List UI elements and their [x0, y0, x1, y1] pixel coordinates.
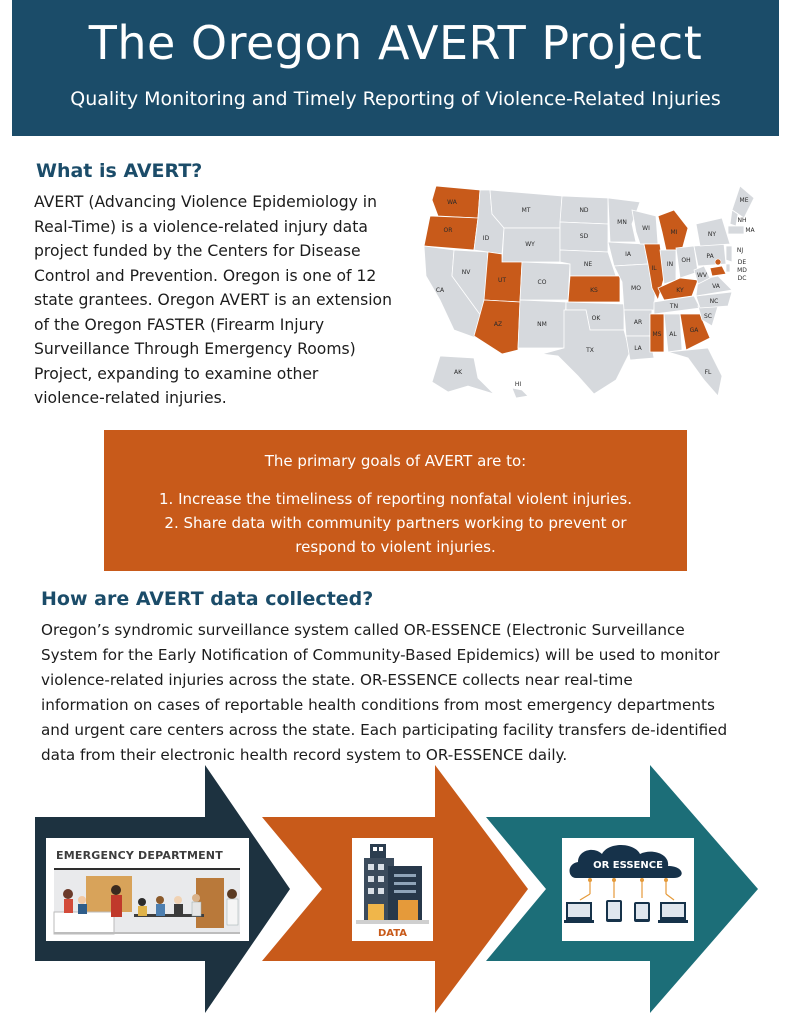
paragraph-line: and urgent care centers across the state. Each participating facility transfers de-identified: [41, 721, 728, 739]
what-is-avert-paragraph: [34, 190, 409, 411]
emergency-department-card: [46, 838, 249, 941]
or-essence-label: OR ESSENCE: [593, 860, 663, 871]
state-md: [710, 266, 726, 276]
svg-text:NC: NC: [709, 298, 719, 305]
svg-text:MN: MN: [617, 219, 627, 226]
svg-text:AZ: AZ: [493, 321, 503, 328]
page-title: The Oregon AVERT Project: [88, 16, 703, 70]
svg-text:ID: ID: [482, 235, 490, 242]
state-nj: [726, 246, 732, 262]
svg-text:KS: KS: [590, 287, 598, 294]
paragraph-line: Project, expanding to examine other: [34, 364, 319, 383]
goal-item: 2. Share data with community partners working to prevent or: [164, 514, 627, 532]
svg-text:MO: MO: [631, 285, 641, 292]
how-collected-heading: How are AVERT data collected?: [41, 588, 374, 610]
state-ak: [432, 356, 494, 394]
svg-text:WV: WV: [696, 272, 708, 279]
paragraph-line: state grantees. Oregon AVERT is an extension: [34, 291, 392, 309]
svg-text:TN: TN: [669, 303, 679, 310]
state-hi: [512, 388, 528, 398]
svg-text:PA: PA: [706, 253, 714, 260]
state-de: [726, 264, 730, 272]
cloud-devices-icon: [562, 838, 694, 941]
or-essence-card: [562, 838, 694, 941]
svg-text:OH: OH: [681, 257, 691, 264]
svg-text:AK: AK: [453, 369, 463, 376]
svg-text:WI: WI: [642, 225, 650, 232]
paragraph-line: information on cases of reportable health conditions from most emergency departments: [41, 696, 715, 714]
goals-list: [104, 487, 687, 559]
what-is-avert-heading: What is AVERT?: [36, 160, 203, 182]
svg-text:CO: CO: [537, 279, 547, 286]
svg-text:UT: UT: [497, 277, 507, 284]
data-card: [352, 838, 433, 941]
svg-text:DC: DC: [737, 275, 747, 282]
page-subtitle: Quality Monitoring and Timely Reporting of Violence-Related Injuries: [70, 88, 721, 110]
how-collected-paragraph: [41, 618, 763, 768]
svg-text:GA: GA: [689, 327, 699, 334]
emergency-department-label: EMERGENCY DEPARTMENT: [56, 849, 223, 862]
svg-text:NY: NY: [707, 231, 717, 238]
svg-text:ME: ME: [739, 197, 749, 204]
svg-text:NV: NV: [461, 269, 471, 276]
svg-text:FL: FL: [704, 369, 712, 376]
svg-text:SD: SD: [579, 233, 589, 240]
data-label: DATA: [377, 928, 408, 939]
paragraph-line: System for the Early Notification of Community-Based Epidemics) will be used to monitor: [41, 646, 720, 664]
svg-text:OR: OR: [443, 227, 453, 234]
paragraph-line: violence-related injuries across the state. OR-ESSENCE collects near real-time: [41, 671, 633, 689]
svg-text:LA: LA: [634, 345, 642, 352]
svg-text:AL: AL: [669, 331, 677, 338]
paragraph-line: project funded by the Centers for Disease: [34, 242, 361, 260]
state-fl: [668, 348, 722, 396]
us-grantee-map: [418, 180, 761, 400]
svg-text:VA: VA: [712, 283, 720, 290]
svg-text:NM: NM: [537, 321, 547, 328]
paragraph-line: AVERT (Advancing Violence Epidemiology in: [34, 193, 378, 211]
svg-text:AR: AR: [633, 319, 643, 326]
svg-text:IA: IA: [625, 251, 631, 258]
svg-text:KY: KY: [676, 287, 684, 294]
svg-text:DE: DE: [737, 259, 747, 266]
svg-text:NH: NH: [737, 217, 747, 224]
paragraph-line: Control and Prevention. Oregon is one of 12: [34, 266, 377, 285]
svg-text:NE: NE: [583, 261, 593, 268]
svg-text:SC: SC: [704, 313, 712, 320]
svg-text:IN: IN: [666, 261, 674, 268]
paragraph-line: of the Oregon FASTER (Firearm Injury: [34, 315, 325, 334]
svg-text:MI: MI: [670, 229, 678, 236]
paragraph-line: data from their electronic health record system to OR-ESSENCE daily.: [41, 746, 568, 764]
svg-text:NJ: NJ: [736, 247, 744, 254]
header-banner: [12, 0, 779, 136]
svg-text:MD: MD: [737, 267, 747, 274]
svg-text:MT: MT: [521, 207, 531, 214]
waiting-room-illustration: [46, 838, 249, 941]
svg-text:CA: CA: [435, 287, 445, 294]
dc-marker: [715, 259, 721, 265]
goals-box: [104, 430, 687, 571]
svg-text:IL: IL: [651, 265, 657, 272]
building-icon: [352, 838, 433, 941]
svg-text:MA: MA: [745, 227, 755, 234]
goals-intro: The primary goals of AVERT are to:: [264, 452, 527, 470]
svg-text:OK: OK: [591, 315, 601, 322]
svg-text:WY: WY: [525, 241, 535, 248]
goal-item: 1. Increase the timeliness of reporting nonfatal violent injuries.: [158, 490, 632, 508]
svg-text:TX: TX: [586, 347, 594, 354]
svg-text:ND: ND: [579, 207, 589, 214]
svg-text:WA: WA: [447, 199, 457, 206]
svg-text:MS: MS: [652, 331, 662, 338]
state-ma: [728, 226, 744, 234]
svg-text:HI: HI: [514, 381, 522, 388]
paragraph-line: violence-related injuries.: [34, 389, 227, 407]
goal-item-continued: respond to violent injuries.: [295, 538, 496, 556]
paragraph-line: Real-Time) is a violence-related injury data: [34, 217, 368, 236]
paragraph-line: Oregon’s syndromic surveillance system called OR-ESSENCE (Electronic Surveillance: [41, 621, 685, 639]
paragraph-line: Surveillance Through Emergency Rooms): [34, 340, 356, 358]
